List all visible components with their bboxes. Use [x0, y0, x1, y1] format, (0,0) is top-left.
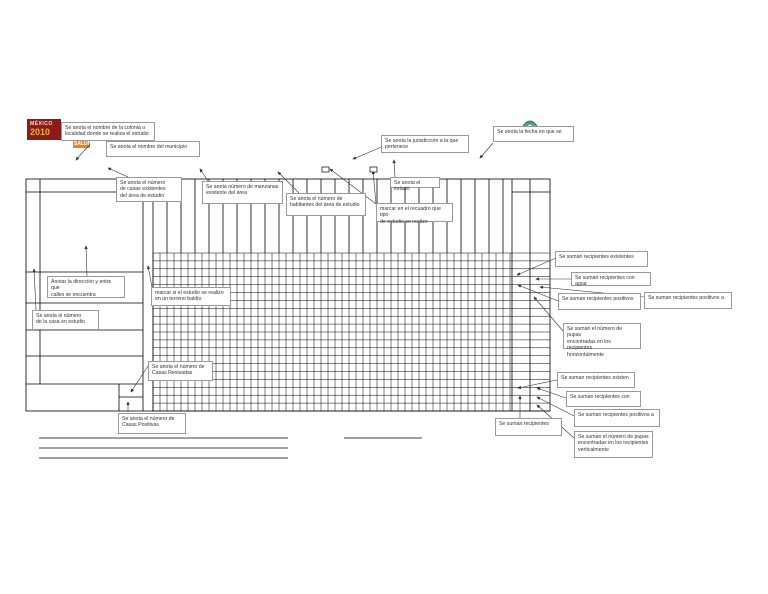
- note-estado: Se anota el estado: [390, 177, 440, 188]
- pointer-arrow-line: [34, 269, 36, 310]
- pointer-arrow-head: [518, 386, 521, 388]
- note-manzanas: Se anota número de manzanas existente del área: [202, 181, 283, 204]
- pointer-arrow-line: [131, 366, 148, 392]
- note-recip-con: Se suman recipientes con: [566, 391, 641, 407]
- note-pupas-vertical: Se suman el número de pupas encontradas en los recipientes verticalmente: [574, 431, 653, 458]
- note-municipio: Se anota el nombre del municipio: [106, 141, 200, 157]
- pointer-arrow-head: [353, 157, 356, 159]
- note-recip-existen: Se suman recipientes existen: [557, 372, 635, 388]
- pointer-arrow-head: [85, 246, 87, 249]
- note-fecha: Se anota la fecha en que se: [493, 126, 574, 142]
- note-casas-positivas: Se anota el número de Casas Positivas: [118, 413, 186, 434]
- note-habitantes: Se anota el número de habitantes del área de estudio: [286, 193, 366, 216]
- note-jurisdiccion: Se anota la jurisdicción a la que pertenece: [381, 135, 469, 153]
- pointer-arrow-head: [540, 286, 543, 288]
- pointer-arrow-head: [108, 168, 111, 170]
- pointer-arrow-head: [536, 278, 539, 280]
- note-colonia: Se anota el nombre de la colonia o localidad donde se realiza el estudio: [61, 122, 155, 141]
- note-pupas-horizontal: Se suman el número de pupas encontradas en los recipientes horizontalmente: [563, 323, 641, 349]
- note-recip-con-agua: Se suman recipientes con agua: [571, 272, 651, 286]
- pointer-arrow-head: [518, 285, 521, 287]
- note-terreno-baldio: marcar si el estudio se realizo en un terreno baldío: [151, 287, 231, 306]
- pointer-arrow-line: [108, 168, 128, 177]
- study-type-checkbox-2: [370, 167, 377, 172]
- pointer-arrow-line: [373, 171, 376, 204]
- logo-year-text: 2010: [30, 127, 51, 137]
- pointer-arrow-head: [33, 269, 35, 272]
- pointer-arrow-head: [537, 388, 540, 390]
- pointer-arrow-head: [393, 160, 395, 163]
- note-recip-positivos-a2: Se suman recipientes positivos a: [574, 409, 660, 427]
- note-tipo-estudio: marcar en el recuadro que tipo de estudio se realizo: [376, 203, 453, 222]
- logo-mexico-text: MÉXICO: [30, 121, 53, 127]
- pointer-arrow-head: [517, 273, 520, 275]
- pointer-arrow-line: [76, 144, 90, 160]
- pointer-arrow-line: [537, 388, 566, 398]
- pointer-arrow-line: [353, 146, 384, 159]
- pointer-arrow-head: [147, 266, 149, 269]
- note-direccion: Anotar la dirección y entre que calles se encuentra: [47, 276, 125, 298]
- note-casas-existentes: Se anota el número de casas existentes del área de estudio: [116, 177, 182, 202]
- survey-grid: [153, 253, 550, 411]
- logo-salud-text: SALUD: [74, 141, 92, 147]
- note-recip-positivos: Se suman recipientes positivos: [558, 293, 641, 310]
- note-casas-revisadas: Se anota el número de Casas Revisadas: [148, 361, 213, 381]
- note-recip-bottom: Se suman recipientes: [495, 418, 562, 436]
- signature-lines: [39, 438, 422, 458]
- pointer-arrow-head: [200, 169, 203, 172]
- pointer-arrow-line: [518, 380, 557, 388]
- note-recip-existentes: Se suman recipientes existentes: [555, 251, 648, 267]
- pointer-arrow-head: [127, 402, 129, 405]
- note-recip-positivos-a: Se suman recipientes positivos a: [644, 292, 732, 309]
- pointer-arrow-line: [148, 266, 152, 287]
- note-numero-casa: Se anota el número de la casa en estudio: [32, 310, 99, 330]
- pointer-arrow-line: [86, 246, 87, 276]
- pointer-arrow-head: [537, 397, 540, 399]
- pointer-arrow-line: [518, 285, 558, 301]
- pointer-arrow-head: [519, 396, 521, 399]
- pointer-arrow-head: [131, 389, 133, 392]
- study-type-checkbox-1: [322, 167, 329, 172]
